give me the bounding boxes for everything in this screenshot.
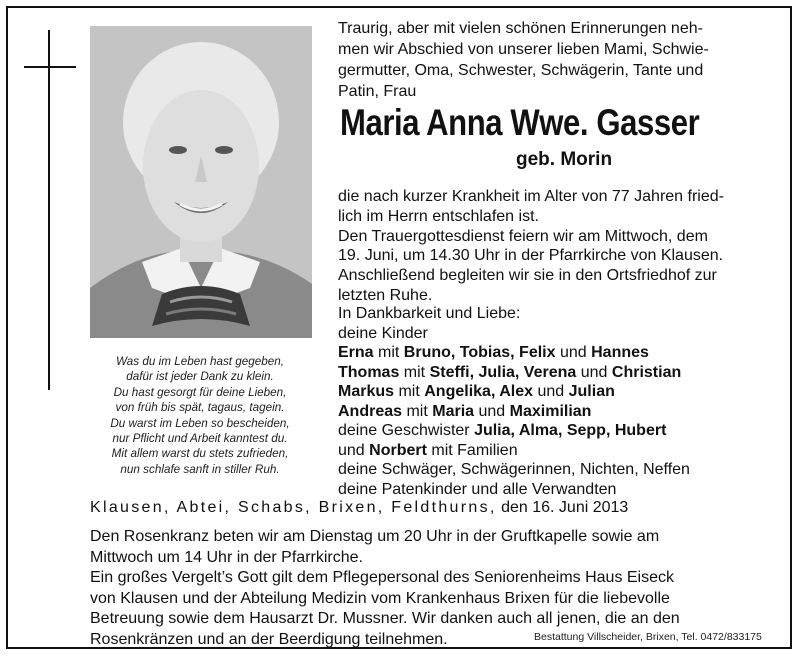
announcement-line: lich im Herrn entschlafen ist. <box>338 207 539 225</box>
funeral-home-credit: Bestattung Villscheider, Brixen, Tel. 0472/833175 <box>534 631 762 643</box>
poem-line: Was du im Leben hast gegeben, <box>115 355 285 368</box>
poem-line: nun schlafe sanft in stiller Ruh. <box>120 462 280 476</box>
announcement-line: 19. Juni, um 14.30 Uhr in der Pfarrkirche von Klausen. <box>338 247 724 265</box>
child-family-line: Erna mit Bruno, Tobias, Felix und Hannes <box>338 344 649 361</box>
closing-line: von Klausen und der Abteilung Medizin vom Krankenhaus Brixen für die liebevolle <box>90 589 670 607</box>
closing-line: Betreuung sowie dem Hausarzt Dr. Mussner. Wir danken auch all jenen, die an den <box>90 610 680 627</box>
date: den 16. Juni 2013 <box>496 499 629 516</box>
siblings-line: deine Geschwister Julia, Alma, Sepp, Hubert <box>338 422 667 439</box>
closing-line: Mittwoch um 14 Uhr in der Pfarrkirche. <box>90 548 363 566</box>
child-family-line: Andreas mit Maria und Maximilian <box>338 402 592 420</box>
poem-line: Du hast gesorgt für deine Lieben, <box>113 385 287 399</box>
children-label: deine Kinder <box>338 324 428 342</box>
child-family-line: Thomas mit Steffi, Julia, Verena und Christian <box>338 363 682 381</box>
poem-line: dafür ist jeder Dank zu klein. <box>126 370 274 384</box>
poem <box>84 354 316 477</box>
place-date-line <box>90 498 628 518</box>
closing-line: Ein großes Vergelt’s Gott gilt dem Pflegepersonal des Seniorenheims Haus Eiseck <box>90 569 675 586</box>
godchildren-line: deine Patenkinder und alle Verwandten <box>338 480 617 498</box>
places: Klausen, Abtei, Schabs, Brixen, Feldthurns, <box>90 499 497 516</box>
intro-line: germutter, Oma, Schwester, Schwägerin, Tante und <box>338 62 704 79</box>
intro-line: men wir Abschied von unserer lieben Mami, Schwie- <box>338 41 709 58</box>
intro-line: Traurig, aber mit vielen schönen Erinnerungen neh- <box>338 20 703 37</box>
announcement-line: Anschließend begleiten wir sie in den Ortsfriedhof zur <box>338 267 717 285</box>
poem-line: Mit allem warst du stets zufrieden, <box>111 447 289 461</box>
inlaws-line: deine Schwäger, Schwägerinnen, Nichten, Neffen <box>338 461 690 478</box>
announcement-text <box>338 187 776 306</box>
poem-line: Du warst im Leben so bescheiden, <box>110 416 290 430</box>
closing-line: Rosenkränzen und an der Beerdigung teilnehmen. <box>90 630 448 648</box>
announcement-line: letzten Ruhe. <box>338 286 433 304</box>
announcement-line: Den Trauergottesdienst feiern wir am Mittwoch, dem <box>338 227 708 245</box>
mourners-list <box>338 304 778 499</box>
birth-name: geb. Morin <box>516 149 613 170</box>
portrait-photo <box>90 26 312 338</box>
intro-text <box>338 18 776 102</box>
poem-line: von früh bis spät, tagaus, tagein. <box>115 401 285 415</box>
deceased-name: Maria Anna Wwe. Gasser <box>340 102 700 143</box>
closing-line: Den Rosenkranz beten wir am Dienstag um 20 Uhr in der Gruftkapelle sowie am <box>90 528 660 545</box>
siblings-line-2: und Norbert mit Familien <box>338 441 518 459</box>
mourners-heading: In Dankbarkeit und Liebe: <box>338 305 521 322</box>
poem-line: nur Pflicht und Arbeit kanntest du. <box>112 432 288 446</box>
intro-line: Patin, Frau <box>338 83 417 100</box>
child-family-line: Markus mit Angelika, Alex und Julian <box>338 383 615 400</box>
announcement-line: die nach kurzer Krankheit im Alter von 77 Jahren fried- <box>338 188 724 205</box>
